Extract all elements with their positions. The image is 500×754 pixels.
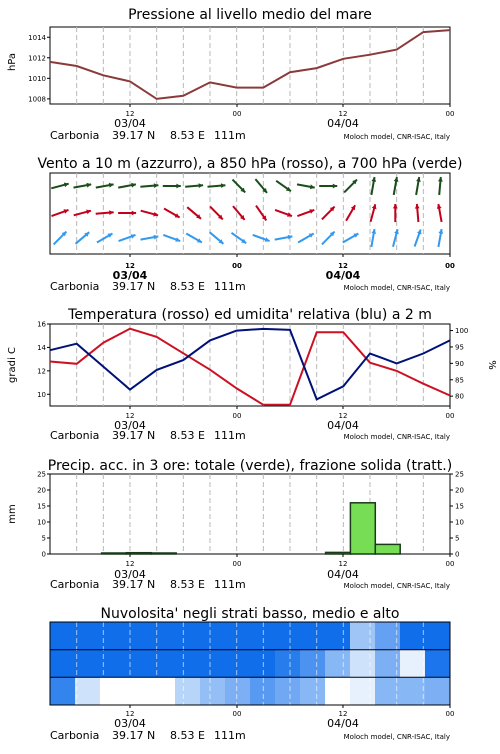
x-tick-label: 00 <box>232 560 242 568</box>
location-lon: 8.53 E <box>170 729 205 742</box>
location-lon: 8.53 E <box>170 129 205 142</box>
cloud-cell <box>125 650 151 678</box>
wind-arrow <box>119 234 136 241</box>
temp-ylabel: gradi C <box>7 347 18 383</box>
cloud-cell <box>225 650 251 678</box>
cloud-cell <box>250 622 276 650</box>
location-lat: 39.17 N <box>112 578 156 591</box>
wind-arrow <box>141 211 158 217</box>
cloud-cell <box>200 677 226 705</box>
wind-arrow <box>371 177 376 195</box>
location-line <box>50 729 450 742</box>
pressure-title: Pressione al livello medio del mare <box>128 7 372 23</box>
wind-arrow <box>54 232 67 245</box>
cloud-cell <box>225 622 251 650</box>
cloud-cell <box>150 650 176 678</box>
y-tick-label: 12 <box>37 367 46 376</box>
x-tick-label: 12 <box>125 710 135 718</box>
cloud-cell <box>400 622 426 650</box>
wind-arrow <box>253 235 270 242</box>
wind-arrow <box>118 211 136 216</box>
rh-ylabel: % <box>486 360 497 370</box>
cloud-cell <box>50 650 76 678</box>
cloud-cell <box>200 622 226 650</box>
y-tick-label: 80 <box>455 392 464 401</box>
cloud-cell <box>50 677 76 705</box>
wind-arrow <box>52 209 69 216</box>
cloud-panel <box>50 606 454 742</box>
y-tick-label: 16 <box>37 320 46 329</box>
x-tick-label: 12 <box>125 412 135 420</box>
y-tick-label: 15 <box>37 502 46 511</box>
cloud-cell <box>175 677 201 705</box>
location-lat: 39.17 N <box>112 729 156 742</box>
cloud-cell <box>325 677 351 705</box>
wind-arrow <box>298 234 314 243</box>
cloud-cell <box>425 677 451 705</box>
precip-bar <box>151 553 176 554</box>
precip-title: Precip. acc. in 3 ore: totale (verde), frazione solida (tratt.) <box>47 458 453 474</box>
cloud-cell <box>425 622 451 650</box>
wind-arrow <box>344 180 357 193</box>
cloud-cell <box>75 622 101 650</box>
location-line <box>50 280 450 293</box>
x-tick-label: 00 <box>445 710 455 718</box>
cloud-cell <box>350 650 376 678</box>
cloud-cell <box>300 622 326 650</box>
x-tick-label: 12 <box>338 412 348 420</box>
precip-plot-frame <box>50 474 450 554</box>
y-tick-label: 0 <box>455 550 460 559</box>
x-tick-label: 00 <box>232 262 242 270</box>
precip-panel <box>7 458 464 591</box>
cloud-cell <box>275 650 301 678</box>
date-label-1: 03/04 <box>114 717 146 730</box>
wind-panel <box>37 156 462 293</box>
cloud-cell <box>150 622 176 650</box>
precip-bar <box>102 553 127 554</box>
date-label-2: 04/04 <box>327 419 359 432</box>
wind-arrow <box>394 177 399 195</box>
wind-arrow <box>415 230 422 247</box>
date-label-2: 04/04 <box>325 269 361 282</box>
cloud-cell <box>125 677 151 705</box>
location-name: Carbonia <box>50 129 100 142</box>
cloud-cell <box>175 650 201 678</box>
wind-arrow <box>371 204 377 221</box>
pressure-line <box>50 30 450 99</box>
x-tick-label: 12 <box>338 710 348 718</box>
y-tick-label: 85 <box>455 376 464 385</box>
x-tick-label: 12 <box>125 110 135 118</box>
wind-arrow <box>97 234 113 243</box>
cloud-cell <box>75 650 101 678</box>
wind-arrow <box>275 210 292 217</box>
wind-arrow <box>233 180 246 193</box>
wind-arrow <box>343 234 359 243</box>
wind-arrow <box>346 205 355 221</box>
wind-arrow <box>163 235 180 242</box>
wind-arrow <box>163 184 181 189</box>
y-tick-label: 20 <box>455 486 464 495</box>
wind-arrow <box>164 209 180 218</box>
precip-bar <box>126 553 151 554</box>
y-tick-label: 20 <box>37 486 46 495</box>
model-credit: Moloch model, CNR-ISAC, Italy <box>343 433 450 441</box>
wind-arrow <box>276 181 291 191</box>
wind-arrow <box>210 207 223 220</box>
y-tick-label: 10 <box>455 518 464 527</box>
cloud-cell <box>200 650 226 678</box>
cloud-cell <box>350 677 376 705</box>
temp-rh-panel <box>7 307 497 442</box>
x-tick-label: 12 <box>338 262 348 270</box>
x-tick-label: 00 <box>232 412 242 420</box>
location-lat: 39.17 N <box>112 280 156 293</box>
x-tick-label: 00 <box>232 110 242 118</box>
temperature-line <box>50 329 450 405</box>
y-tick-label: 0 <box>41 550 46 559</box>
cloud-cell <box>250 677 276 705</box>
location-elev: 111m <box>214 578 246 591</box>
x-tick-label: 00 <box>445 110 455 118</box>
cloud-cell <box>50 622 76 650</box>
location-elev: 111m <box>214 729 246 742</box>
y-tick-label: 1010 <box>28 74 46 83</box>
cloud-cell <box>400 677 426 705</box>
wind-arrow <box>371 229 376 247</box>
model-credit: Moloch model, CNR-ISAC, Italy <box>343 133 450 141</box>
y-tick-label: 25 <box>455 470 464 479</box>
cloud-cell <box>250 650 276 678</box>
cloud-title: Nuvolosita' negli strati basso, medio e alto <box>100 606 400 622</box>
location-lon: 8.53 E <box>170 578 205 591</box>
wind-arrow <box>233 206 245 220</box>
location-lat: 39.17 N <box>112 129 156 142</box>
location-name: Carbonia <box>50 578 100 591</box>
y-tick-label: 5 <box>41 534 46 543</box>
date-label-2: 04/04 <box>327 717 359 730</box>
wind-arrow <box>96 183 114 188</box>
y-tick-label: 10 <box>37 390 46 399</box>
x-tick-label: 00 <box>445 560 455 568</box>
cloud-cell <box>300 677 326 705</box>
x-tick-label: 00 <box>232 710 242 718</box>
x-tick-label: 12 <box>338 560 348 568</box>
temp-rh-title: Temperatura (rosso) ed umidita' relativa (blu) a 2 m <box>68 307 432 323</box>
date-label-1: 03/04 <box>114 568 146 581</box>
x-tick-label: 12 <box>338 110 348 118</box>
location-elev: 111m <box>214 280 246 293</box>
location-line <box>50 429 450 442</box>
wind-arrow <box>96 210 114 215</box>
wind-arrow <box>76 232 90 244</box>
model-credit: Moloch model, CNR-ISAC, Italy <box>343 582 450 590</box>
cloud-cell <box>325 650 351 678</box>
location-lon: 8.53 E <box>170 429 205 442</box>
location-lon: 8.53 E <box>170 280 205 293</box>
wind-arrow <box>51 183 68 189</box>
cloud-cell <box>275 622 301 650</box>
wind-arrow <box>415 204 420 222</box>
wind-arrow <box>141 235 159 240</box>
cloud-cell <box>300 650 326 678</box>
wind-arrow <box>322 207 335 220</box>
precip-ylabel: mm <box>7 504 18 524</box>
temp-rh-plot-frame <box>50 324 450 406</box>
cloud-cell <box>125 622 151 650</box>
y-tick-label: 95 <box>455 343 464 352</box>
wind-arrow <box>416 177 421 195</box>
location-line <box>50 578 450 591</box>
location-name: Carbonia <box>50 729 100 742</box>
location-elev: 111m <box>214 129 246 142</box>
x-tick-label: 00 <box>445 262 455 270</box>
precip-bar <box>375 544 400 554</box>
wind-arrow <box>140 183 158 188</box>
wind-arrow <box>118 183 136 188</box>
wind-arrow <box>297 209 314 216</box>
cloud-cell <box>175 622 201 650</box>
x-tick-label: 12 <box>125 560 135 568</box>
cloud-cell <box>225 677 251 705</box>
wind-arrow <box>319 184 337 189</box>
wind-arrow <box>185 183 203 188</box>
date-label-1: 03/04 <box>114 117 146 130</box>
y-tick-label: 25 <box>37 470 46 479</box>
wind-arrow <box>438 229 443 247</box>
wind-arrow <box>74 210 91 216</box>
wind-title: Vento a 10 m (azzurro), a 850 hPa (rosso), a 700 hPa (verde) <box>37 156 463 172</box>
wind-arrow <box>256 206 266 221</box>
cloud-cell <box>275 677 301 705</box>
wind-arrow <box>210 232 224 244</box>
x-tick-label: 12 <box>125 262 135 270</box>
precip-bar <box>350 503 375 554</box>
location-elev: 111m <box>214 429 246 442</box>
precip-bar <box>326 552 351 554</box>
location-name: Carbonia <box>50 429 100 442</box>
y-tick-label: 15 <box>455 502 464 511</box>
model-credit: Moloch model, CNR-ISAC, Italy <box>343 284 450 292</box>
cloud-cell <box>425 650 451 678</box>
date-label-1: 03/04 <box>112 269 148 282</box>
pressure-plot-frame <box>50 27 450 104</box>
location-line <box>50 129 450 142</box>
cloud-cell <box>325 622 351 650</box>
location-lat: 39.17 N <box>112 429 156 442</box>
cloud-cell <box>75 677 101 705</box>
date-label-1: 03/04 <box>114 419 146 432</box>
pressure-ylabel: hPa <box>7 52 18 72</box>
y-tick-label: 1014 <box>28 33 46 42</box>
location-name: Carbonia <box>50 280 100 293</box>
wind-arrow <box>187 207 201 219</box>
y-tick-label: 10 <box>37 518 46 527</box>
date-label-2: 04/04 <box>327 117 359 130</box>
cloud-cell <box>400 650 426 678</box>
cloud-cell <box>350 622 376 650</box>
wind-arrow <box>186 234 202 243</box>
y-tick-label: 1012 <box>28 54 46 63</box>
x-tick-label: 00 <box>445 412 455 420</box>
wind-arrow <box>437 204 442 222</box>
date-label-2: 04/04 <box>327 568 359 581</box>
wind-arrow <box>438 177 443 195</box>
y-tick-label: 90 <box>455 359 464 368</box>
y-tick-label: 14 <box>37 343 46 352</box>
wind-arrow <box>393 229 399 246</box>
wind-arrow <box>322 232 335 245</box>
model-credit: Moloch model, CNR-ISAC, Italy <box>343 733 450 741</box>
wind-arrow <box>232 233 247 243</box>
y-tick-label: 5 <box>455 534 460 543</box>
y-tick-label: 1008 <box>28 95 46 104</box>
y-tick-label: 100 <box>455 327 469 336</box>
pressure-panel <box>7 7 454 142</box>
cloud-cell <box>150 677 176 705</box>
wind-arrow <box>255 179 267 193</box>
wind-arrow <box>297 184 315 189</box>
wind-arrow <box>74 183 92 188</box>
